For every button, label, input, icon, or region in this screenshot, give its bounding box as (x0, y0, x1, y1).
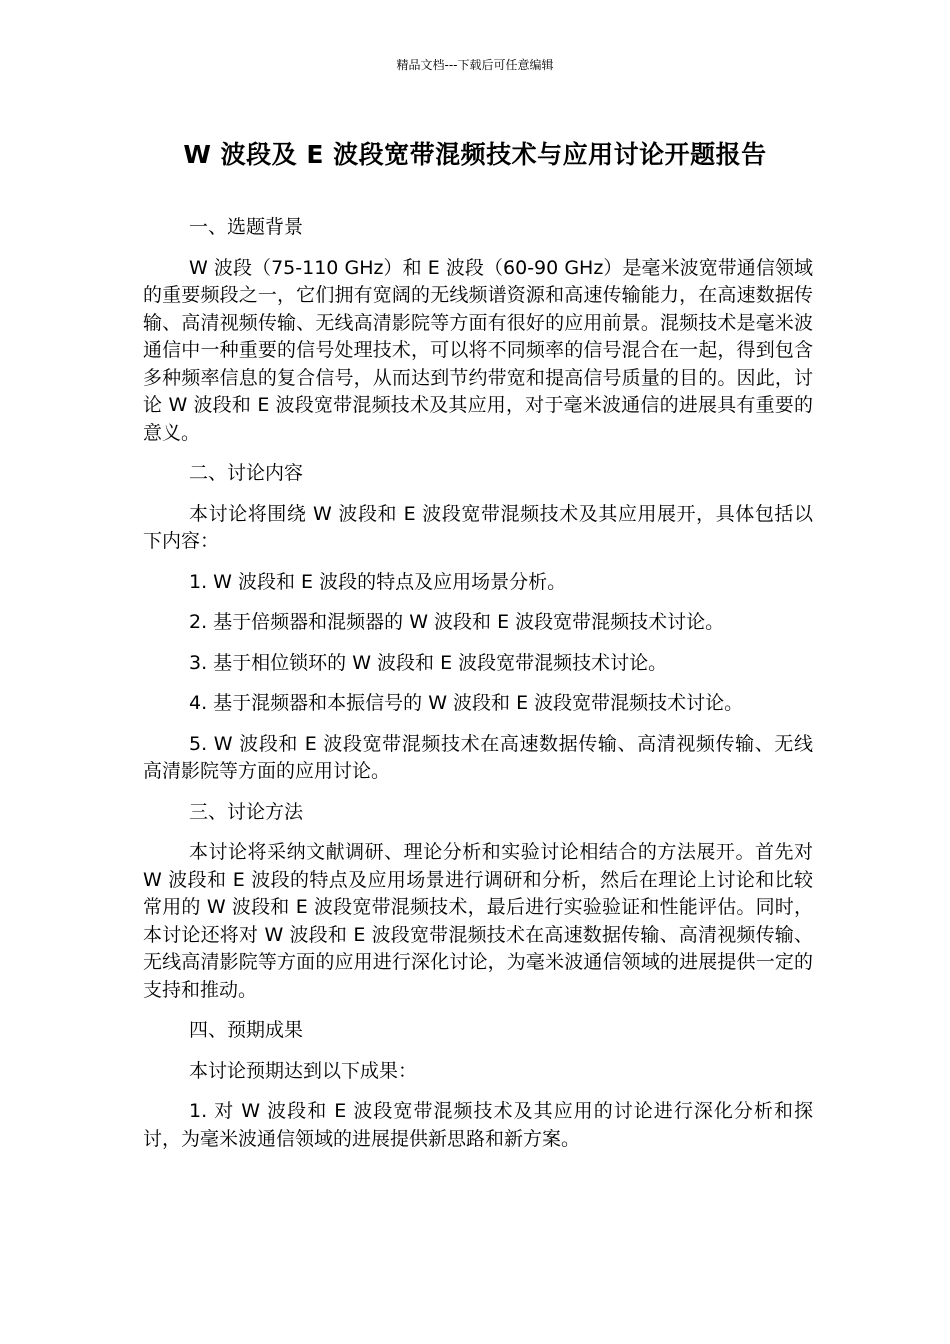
paragraph-method: 本讨论将采纳文献调研、理论分析和实验讨论相结合的方法展开。首先对 W 波段和 E 波段的特点及应用场景进行调研和分析，然后在理论上讨论和比较常用的 W 波段和 E 波段宽带混频技术，最后进行实验验证和性能评估。同时，本讨论还将对 W 波段和 E 波段宽带混频技术在高速数据传输、高清视频传输、无线高清影院等方面的应用进行深化讨论，为毫米波通信领域的进展提供一定的支持和推动。 (143, 841, 813, 1001)
section-heading-method: 三、讨论方法 (189, 800, 304, 823)
document-body (143, 214, 813, 1166)
section-heading-content: 二、讨论内容 (189, 462, 304, 484)
list-item-content-1: 1. W 波段和 E 波段的特点及应用场景分析。 (189, 570, 567, 593)
document-title: W 波段及 E 波段宽带混频技术与应用讨论开题报告 (183, 140, 767, 169)
list-item-results-1: 1. 对 W 波段和 E 波段宽带混频技术及其应用的讨论进行深化分析和探讨，为毫米波通信领域的进展提供新思路和新方案。 (143, 1100, 813, 1150)
section-heading-results: 四、预期成果 (189, 1019, 304, 1041)
list-item-content-3: 3. 基于相位锁环的 W 波段和 E 波段宽带混频技术讨论。 (189, 651, 668, 674)
section-heading-background: 一、选题背景 (189, 216, 304, 238)
paragraph-background: W 波段（75-110 GHz）和 E 波段（60-90 GHz）是毫米波宽带通信领域的重要频段之一，它们拥有宽阔的无线频谱资源和高速传输能力，在高速数据传输、高清视频传输、无线高清影院等方面有很好的应用前景。混频技术是毫米波通信中一种重要的信号处理技术，可以将不同频率的信号混合在一起，得到包含多种频率信息的复合信号，从而达到节约带宽和提高信号质量的目的。因此，讨论 W 波段和 E 波段宽带混频技术及其应用，对于毫米波通信的进展具有重要的意义。 (143, 256, 813, 444)
paragraph-results-intro: 本讨论预期达到以下成果： (189, 1059, 418, 1082)
list-item-content-4: 4. 基于混频器和本振信号的 W 波段和 E 波段宽带混频技术讨论。 (189, 692, 744, 714)
list-item-content-2: 2. 基于倍频器和混频器的 W 波段和 E 波段宽带混频技术讨论。 (189, 611, 725, 633)
list-item-content-5: 5. W 波段和 E 波段宽带混频技术在高速数据传输、高清视频传输、无线高清影院等方面的应用讨论。 (143, 732, 813, 782)
paragraph-content-intro: 本讨论将围绕 W 波段和 E 波段宽带混频技术及其应用展开，具体包括以下内容： (143, 502, 813, 552)
page-header: 精品文档---下载后可任意编辑 (396, 58, 554, 72)
